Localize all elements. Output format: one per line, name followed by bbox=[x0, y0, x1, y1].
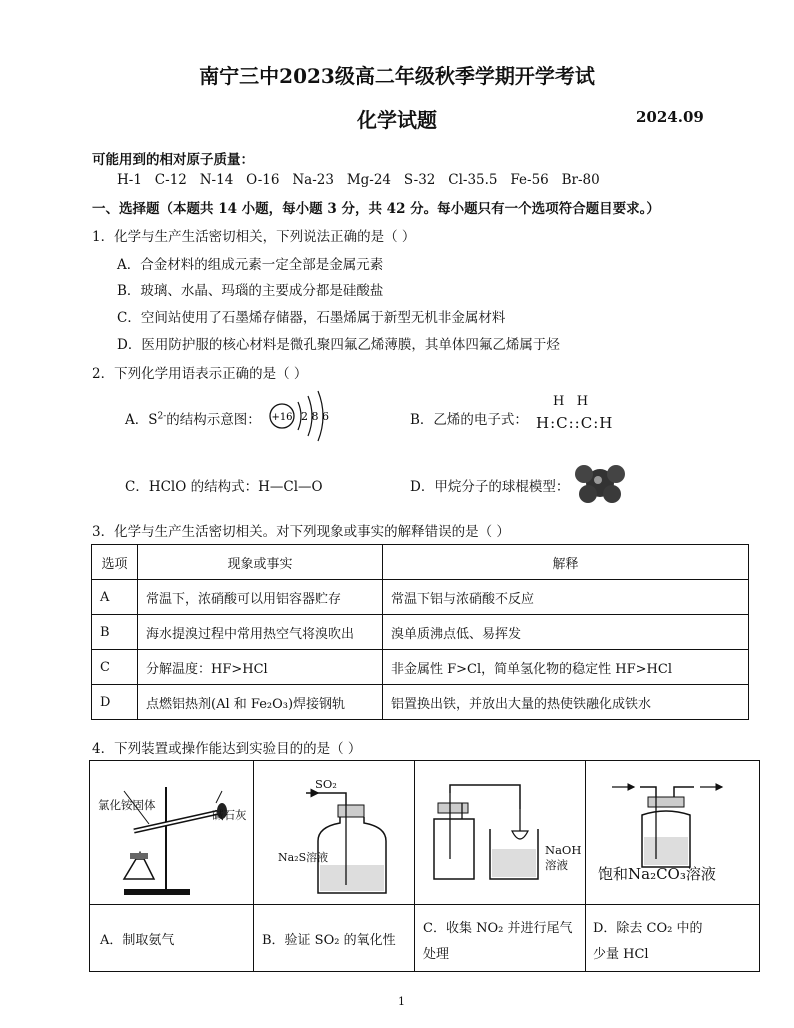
label-na2co3: 饱和Na₂CO₃溶液 bbox=[598, 865, 716, 883]
row-explanation: 常温下铝与浓硝酸不反应 bbox=[383, 580, 749, 615]
q2-a-sup: 2- bbox=[157, 411, 167, 422]
q1-option-b: B．玻璃、水晶、玛瑙的主要成分都是硅酸盐 bbox=[117, 283, 384, 299]
q2-option-d: D．甲烷分子的球棍模型： bbox=[410, 479, 570, 495]
q3-table bbox=[91, 544, 749, 720]
label-sodalime: 碱石灰 bbox=[212, 808, 247, 822]
row-label: C bbox=[92, 650, 138, 685]
atomic-mass-values: H-1 C-12 N-14 O-16 Na-23 Mg-24 S-32 Cl-35.5 Fe-56 Br-80 bbox=[117, 172, 600, 188]
label-naoh-solution: 溶液 bbox=[545, 858, 568, 872]
q2-option-b: B．乙烯的电子式： bbox=[410, 412, 528, 428]
exam-date: 2024.09 bbox=[636, 108, 704, 126]
label-nh4cl: 氯化铵固体 bbox=[98, 798, 156, 812]
ammonia-prep-apparatus-image bbox=[94, 769, 250, 901]
header-explanation: 解释 bbox=[383, 545, 749, 580]
row-phenomenon: 常温下，浓硝酸可以用铝容器贮存 bbox=[138, 580, 383, 615]
sulfide-ion-structure-diagram bbox=[268, 388, 338, 444]
table-header-row bbox=[92, 545, 749, 580]
q2-a-label: A．S bbox=[125, 412, 158, 428]
table-row bbox=[92, 580, 749, 615]
caption-c-line1: C．收集 NO₂ 并进行尾气 bbox=[423, 921, 573, 936]
nucleus-charge: +16 bbox=[271, 412, 293, 423]
caption-d-line1: D．除去 CO₂ 中的 bbox=[593, 921, 703, 936]
row-phenomenon: 海水提溴过程中常用热空气将溴吹出 bbox=[138, 615, 383, 650]
no2-collection-apparatus-image bbox=[420, 779, 580, 899]
ethylene-top-h: H H bbox=[553, 394, 589, 409]
caption-d-line2: 少量 HCl bbox=[593, 947, 649, 962]
caption-b: B．验证 SO₂ 的氧化性 bbox=[262, 933, 396, 948]
caption-divider bbox=[90, 904, 759, 905]
caption-a: A．制取氨气 bbox=[100, 933, 175, 948]
subject-title: 化学试题 bbox=[357, 108, 437, 132]
co2-washing-bottle-image bbox=[590, 775, 755, 871]
q2-stem: 2．下列化学用语表示正确的是（ ） bbox=[92, 366, 308, 382]
so2-bottle-apparatus-image bbox=[258, 785, 408, 903]
row-explanation: 铝置换出铁，并放出大量的热使铁融化成铁水 bbox=[383, 685, 749, 720]
q1-option-d: D．医用防护服的核心材料是微孔聚四氟乙烯薄膜，其单体四氟乙烯属于烃 bbox=[117, 337, 560, 353]
row-explanation: 非金属性 F>Cl，简单氢化物的稳定性 HF>HCl bbox=[383, 650, 749, 685]
table-row bbox=[92, 615, 749, 650]
table-row bbox=[92, 650, 749, 685]
row-label: A bbox=[92, 580, 138, 615]
row-label: B bbox=[92, 615, 138, 650]
table-row bbox=[92, 685, 749, 720]
header-phenomenon: 现象或事实 bbox=[138, 545, 383, 580]
section-header: 一、选择题（本题共 14 小题，每小题 3 分，共 42 分。每小题只有一个选项符合题目要求。） bbox=[92, 201, 660, 217]
q4-stem: 4．下列装置或操作能达到实验目的的是（ ） bbox=[92, 741, 362, 757]
electron-shells: 2 8 6 bbox=[301, 410, 329, 423]
caption-c-line2: 处理 bbox=[423, 947, 450, 962]
q2-option-a bbox=[125, 408, 261, 428]
q4-apparatus-grid bbox=[89, 760, 760, 972]
header-option: 选项 bbox=[92, 545, 138, 580]
row-phenomenon: 分解温度：HF>HCl bbox=[138, 650, 383, 685]
label-na2s: Na₂S溶液 bbox=[278, 851, 329, 864]
atomic-mass-label: 可能用到的相对原子质量： bbox=[92, 152, 254, 168]
q1-stem: 1．化学与生产生活密切相关，下列说法正确的是（ ） bbox=[92, 229, 416, 245]
row-label: D bbox=[92, 685, 138, 720]
q1-option-c: C．空间站使用了石墨烯存储器，石墨烯属于新型无机非金属材料 bbox=[117, 310, 506, 326]
q2-a-rest: 的结构示意图： bbox=[166, 412, 261, 428]
row-explanation: 溴单质沸点低、易挥发 bbox=[383, 615, 749, 650]
label-naoh: NaOH bbox=[545, 843, 582, 857]
q3-stem: 3．化学与生产生活密切相关。对下列现象或事实的解释错误的是（ ） bbox=[92, 524, 510, 540]
exam-title: 南宁三中2023级高二年级秋季学期开学考试 bbox=[199, 64, 595, 88]
q1-option-a: A．合金材料的组成元素一定全部是金属元素 bbox=[117, 257, 384, 273]
page-number: 1 bbox=[398, 995, 405, 1008]
methane-ball-stick-model-image bbox=[572, 460, 628, 506]
label-so2: SO₂ bbox=[315, 777, 337, 791]
ethylene-electron-formula: H:C::C:H bbox=[536, 414, 614, 432]
row-phenomenon: 点燃铝热剂(Al 和 Fe₂O₃)焊接钢轨 bbox=[138, 685, 383, 720]
q2-option-c: C．HClO 的结构式：H—Cl—O bbox=[125, 479, 323, 495]
